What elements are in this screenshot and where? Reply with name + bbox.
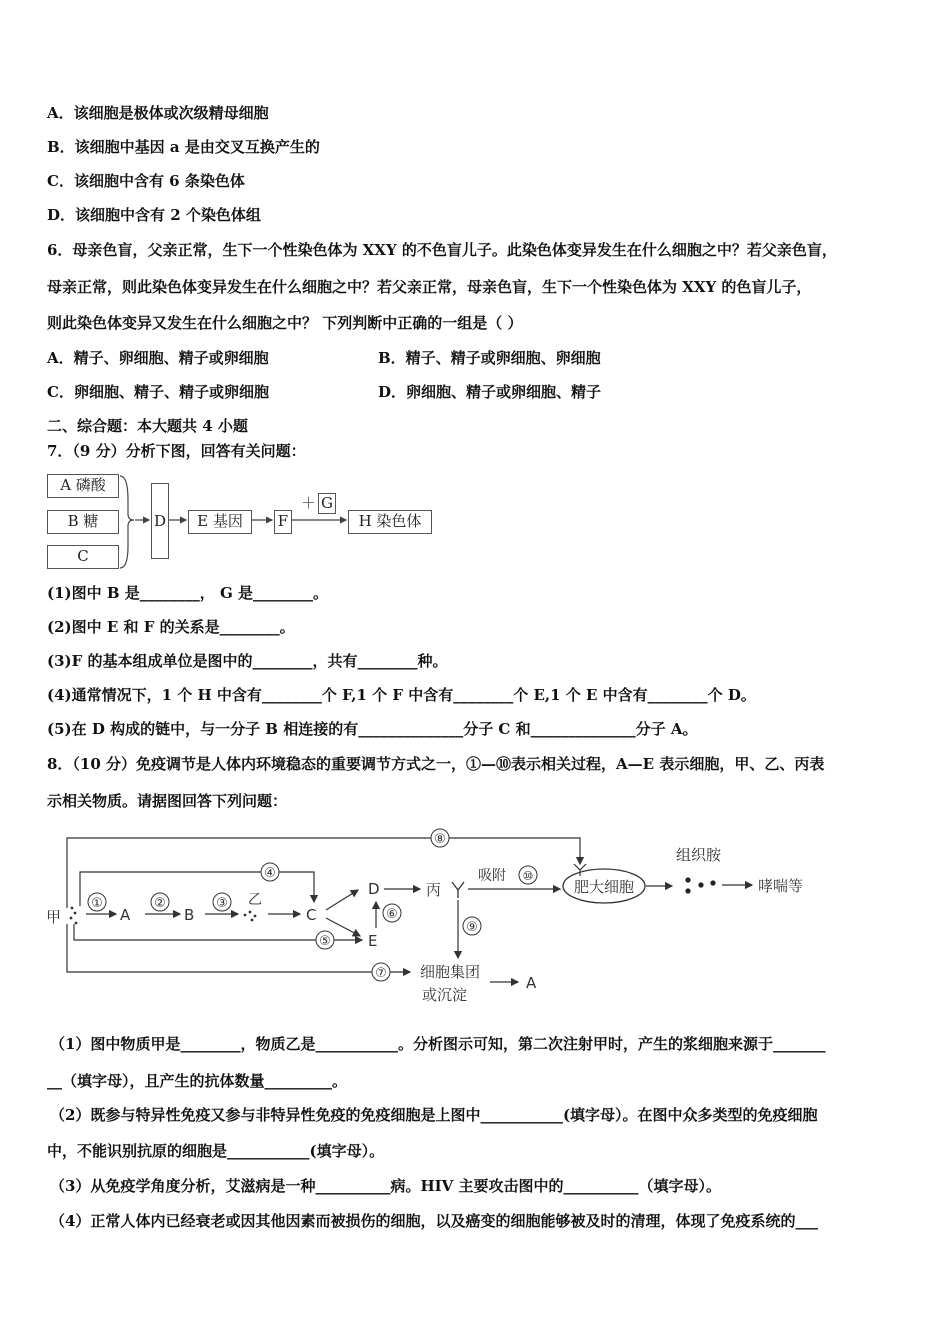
q8-num-10: ⑩ [522,869,534,883]
q8-num-4: ④ [264,866,276,881]
q6-option-d: D．卵细胞、精子或卵细胞、精子 [378,383,602,401]
q7-box-b: B 糖 [47,510,119,534]
q5-option-b: B．该细胞中基因 a 是由交叉互换产生的 [47,138,320,156]
q8-sub3: （3）从免疫学角度分析，艾滋病是一种__________病。HIV 主要攻击图中的__________（填字母）。 [50,1177,721,1195]
q8-label-cluster2: 或沉淀 [422,986,468,1004]
q8-label-mast: 肥大细胞 [573,878,635,896]
q8-label-yi: 乙 [248,892,262,908]
q7-stem: 7．（9 分）分析下图，回答有关问题： [47,442,306,460]
q5-option-c: C．该细胞中含有 6 条染色体 [47,172,245,190]
q8-num-6: ⑥ [386,907,398,922]
q8-arrow-c-to-d [326,890,358,910]
q8-num-1: ① [91,896,103,911]
q8-num-7: ⑦ [375,966,387,981]
q8-substance-yi-dots [244,911,257,922]
q8-label-bing: 丙 [426,881,442,899]
q8-path-7 [67,924,410,972]
q8-antibody-icon [452,882,464,898]
q8-cell-e: E [368,932,378,950]
q8-label-jia: 甲 [46,908,62,926]
q5-option-d: D．该细胞中含有 2 个染色体组 [47,206,261,224]
q8-num-8: ⑧ [434,832,446,847]
q5-option-a: A．该细胞是极体或次级精母细胞 [47,104,269,122]
q7-plus-sign: ＋ [301,494,317,512]
q6-option-a: A．精子、卵细胞、精子或卵细胞 [47,349,269,367]
q7-sub4: (4)通常情况下，1 个 H 中含有________个 F,1 个 F 中含有________个 E,1 个 E 中含有________个 D。 [47,686,756,704]
q7-box-e: E 基因 [188,510,252,534]
q7-box-c: C [47,545,119,569]
q7-diagram-connectors [0,0,450,580]
q8-histamine-dots [685,877,715,893]
q8-immune-diagram [0,820,950,1010]
q7-box-h: H 染色体 [348,510,432,534]
q8-num-9: ⑨ [466,920,478,935]
section-heading: 二、综合题：本大题共 4 小题 [47,417,248,435]
q7-sub2: (2)图中 E 和 F 的关系是________。 [47,618,295,636]
q7-sub1: (1)图中 B 是________， G 是________。 [47,584,329,602]
q7-sub3: (3)F 的基本组成单位是图中的________，共有________种。 [47,652,448,670]
q8-stem-line2: 示相关物质。请据图回答下列问题： [47,792,288,810]
q8-sub2-line2: 中，不能识别抗原的细胞是___________(填字母）。 [47,1142,385,1160]
q8-stem-line1: 8．（10 分）免疫调节是人体内环境稳态的重要调节方式之一，①—⑩表示相关过程，A—E 表示细胞，甲、乙、丙表 [47,755,825,773]
q7-sub5: (5)在 D 构成的链中，与一分子 B 相连接的有______________分子 C 和______________分子 A。 [47,720,698,738]
q8-sub2-line1: （2）既参与特异性免疫又参与非特异性免疫的免疫细胞是上图中___________(填字母）。在图中众多类型的免疫细胞 [50,1106,818,1124]
q8-sub1-line1: （1）图中物质甲是________，物质乙是___________。分析图示可知，第二次注射甲时，产生的浆细胞来源于_______ [50,1035,826,1053]
q6-stem-line1: 6．母亲色盲，父亲正常，生下一个性染色体为 XXY 的不色盲儿子。此染色体变异发生在什么细胞之中？若父亲色盲， [47,241,837,259]
q8-num-3: ③ [216,896,228,911]
q7-box-f: F [274,510,292,534]
q8-label-histamine: 组织胺 [676,846,722,864]
q8-label-asthma: 哮喘等 [758,877,804,895]
q8-cell-d: D [368,880,380,898]
q6-stem-line3: 则此染色体变异又发生在什么细胞之中？ 下列判断中正确的一组是（ ） [47,314,523,332]
q6-option-b: B．精子、精子或卵细胞、卵细胞 [378,349,601,367]
q8-cell-b: B [184,906,195,924]
q8-num-5: ⑤ [319,934,331,949]
q8-label-adsorb: 吸附 [478,868,506,884]
q8-cell-a2: A [526,974,537,992]
q7-box-d: D [151,483,169,559]
q6-stem-line2: 母亲正常，则此染色体变异发生在什么细胞之中？若父亲正常，母亲色盲，生下一个性染色体为 XXY 的色盲儿子， [47,278,812,296]
q8-num-2: ② [154,896,166,911]
q6-option-c: C．卵细胞、精子、精子或卵细胞 [47,383,269,401]
q8-sub4: （4）正常人体内已经衰老或因其他因素而被损伤的细胞，以及癌变的细胞能够被及时的清理，体现了免疫系统的___ [50,1212,818,1230]
q8-sub1-line2: __（填字母），且产生的抗体数量_________。 [47,1072,348,1090]
q8-path-4 [80,872,314,906]
q8-antigen-dots [70,907,78,925]
q8-cell-a: A [120,906,131,924]
q7-brace [120,476,134,568]
q8-cell-c: C [306,906,317,924]
q7-box-g: G [318,493,336,514]
q7-box-a: A 磷酸 [47,474,119,498]
q8-label-cluster1: 细胞集团 [420,963,481,981]
